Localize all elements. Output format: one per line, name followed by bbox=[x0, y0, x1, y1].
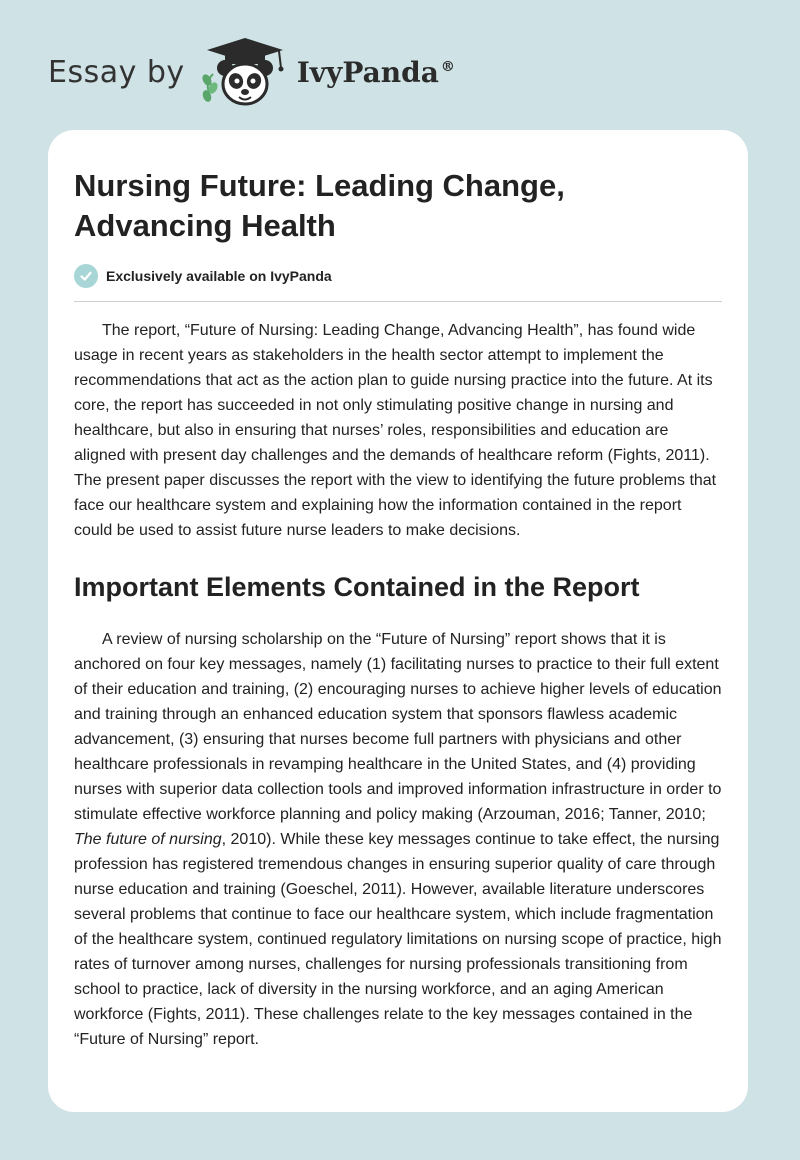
brand-header bbox=[48, 36, 455, 108]
body-paragraph bbox=[74, 627, 722, 1052]
intro-paragraph: The report, “Future of Nursing: Leading Change, Advancing Health”, has found wide usage in recent years as stakeholders in the health sector attempt to implement the recommendations that act as the action plan to guide nursing practice into the future. At its core, the report has succeeded in not only stimulating positive change in nursing and healthcare, but also in ensuring that nurses’ roles, responsibilities and education are aligned with present day challenges and the demands of healthcare reform (Fights, 2011). The present paper discusses the report with the view to identifying the future problems that face our healthcare system and explaining how the information contained in the report could be used to assist future nurse leaders to make decisions. bbox=[74, 322, 717, 539]
exclusive-badge bbox=[74, 264, 722, 288]
title-line-2: Advancing Health bbox=[74, 208, 336, 243]
brand-name[interactable] bbox=[297, 56, 455, 89]
checkmark-icon bbox=[74, 264, 98, 288]
body-italic-citation: The future of nursing bbox=[74, 831, 222, 848]
badge-text: Exclusively available on IvyPanda bbox=[106, 268, 332, 284]
divider bbox=[74, 301, 722, 302]
registered-mark: ® bbox=[440, 59, 455, 76]
title-line-1: Nursing Future: Leading Change, bbox=[74, 168, 565, 203]
panda-logo-icon[interactable] bbox=[199, 36, 291, 108]
body-text-part-2: , 2010). While these key messages continue to take effect, the nursing profession has registered tremendous changes in ensuring superior quality of care through nurse education and training (Goeschel, 2011). However, available literature underscores several problems that continue to face our healthcare system, which include fragmentation of the healthcare system, continued regulatory limitations on nursing scope of practice, high rates of turnover among nurses, challenges for nursing professionals transitioning from school to practice, lack of diversity in the nursing workforce, and an aging American workforce (Fights, 2011). These challenges relate to the key messages contained in the “Future of Nursing” report. bbox=[74, 831, 722, 1048]
brand-name-text: IvyPanda bbox=[296, 55, 439, 89]
body-text-part-1: A review of nursing scholarship on the “Future of Nursing” report shows that it is anchored on four key messages, namely (1) facilitating nurses to practice to their full extent of their education and training, (2) encouraging nurses to achieve higher levels of education and training through an enhanced education system that sponsors flawless academic advancement, (3) ensuring that nurses become full partners with physicians and other healthcare professionals in revamping healthcare in the United States, and (4) providing nurses with superior data collection tools and improved information infrastructure in order to stimulate effective workforce planning and policy making (Arzouman, 2016; Tanner, 2010; bbox=[74, 631, 722, 823]
article-card bbox=[48, 130, 748, 1112]
panda-face bbox=[223, 64, 267, 104]
article-title bbox=[74, 166, 722, 246]
section-heading: Important Elements Contained in the Report bbox=[74, 572, 640, 602]
brand-prefix: Essay by bbox=[48, 54, 185, 90]
